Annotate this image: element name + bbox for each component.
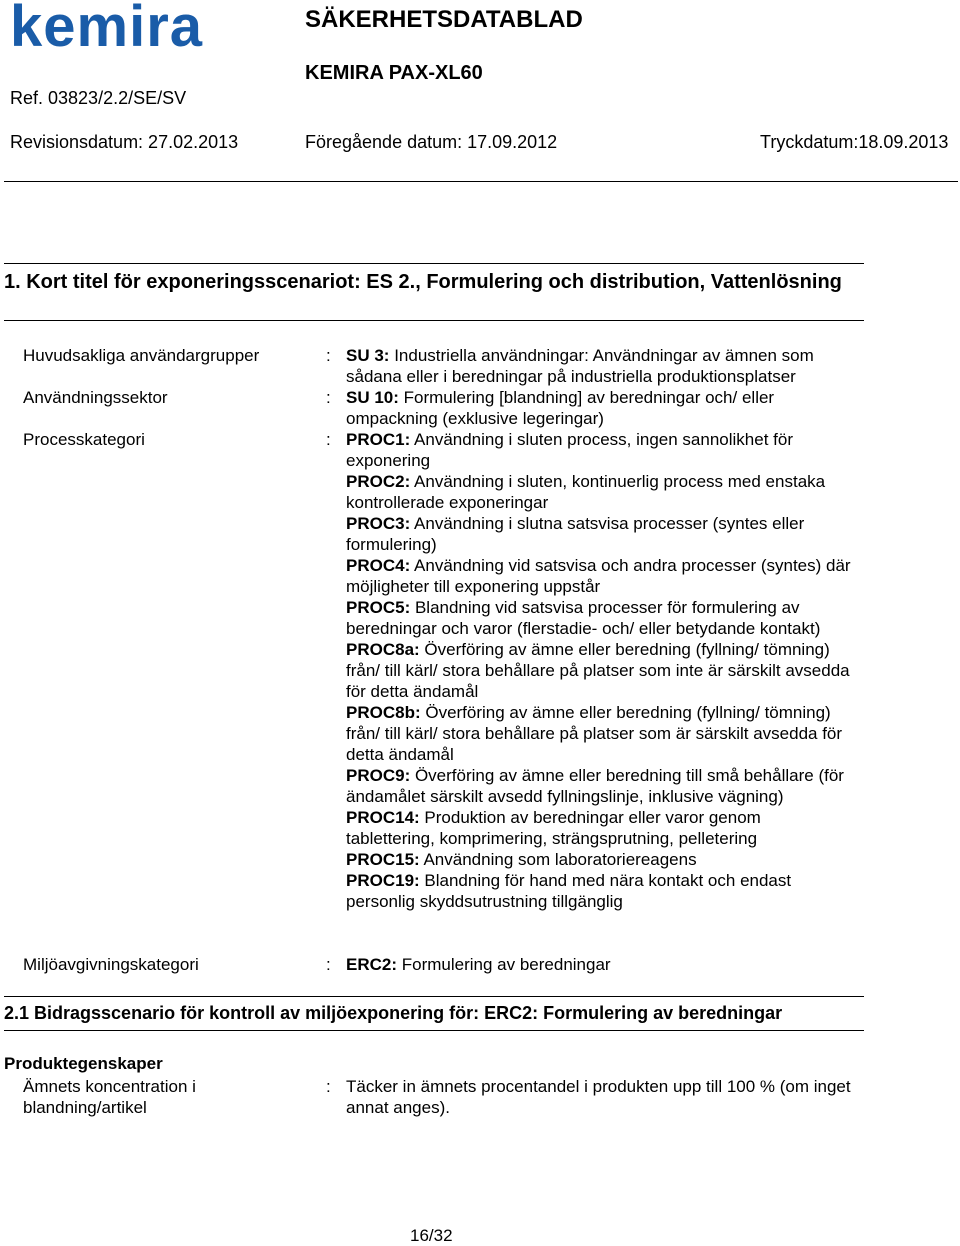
kemira-logo [10,2,246,54]
row-value: ERC2: Formulering av beredningar [346,955,611,974]
row-label: Ämnets koncentration i blandning/artikel [23,1077,196,1117]
row-label: Miljöavgivningskategori [23,955,199,974]
colon: : [326,955,331,974]
svg-text:kemira: kemira [10,2,204,54]
page-number: 16/32 [410,1226,453,1245]
section-divider [4,1030,864,1031]
row-label: Användningssektor [23,388,168,407]
colon: : [326,1077,331,1096]
section-divider [4,996,864,997]
revision-date: Revisionsdatum: 27.02.2013 [10,132,239,152]
section-divider [4,263,864,264]
row-value: SU 10: Formulering [blandning] av beredningar och/ eller ompackning (exklusive legeringar) [346,388,775,428]
row-value: Täcker in ämnets procentandel i produkten upp till 100 % (om inget annat anges). [346,1077,851,1117]
section-title: 1. Kort titel för exponeringsscenariot: ES 2., Formulering och distribution, Vattenlösning [4,271,842,293]
reference-number: Ref. 03823/2.2/SE/SV [10,88,187,108]
list-item: PROC15: Användning som laboratoriereagens [346,850,697,869]
process-list [346,429,854,912]
colon: : [326,388,331,407]
print-date: Tryckdatum:18.09.2013 [760,132,949,152]
subsection-title: 2.1 Bidragsscenario för kontroll av miljöexponering för: ERC2: Formulering av beredningar [4,1003,783,1023]
row-label: Huvudsakliga användargrupper [23,346,260,365]
list-item: PROC14: Produktion av beredningar eller varor genom tablettering, komprimering, strängsprutning, pelletering [346,808,761,848]
list-item: PROC1: Användning i sluten process, ingen sannolikhet för exponering [346,430,793,470]
list-item: PROC9: Överföring av ämne eller beredning till små behållare (för ändamålet särskilt avsedd fyllningslinje, inklusive vägning) [346,766,844,806]
colon: : [326,346,331,365]
list-item: PROC19: Blandning för hand med nära kontakt och endast personlig skyddsutrustning tillgänglig [346,871,792,911]
row-label: Processkategori [23,430,145,449]
row-value: SU 3: Industriella användningar: Användningar av ämnen som sådana eller i beredningar på industriella produktionsplatser [346,346,814,386]
list-item: PROC8b: Överföring av ämne eller beredning (fyllning/ tömning) från/ till kärl/ stora behållare på platser som är särskilt avsedda för detta ändamål [346,703,843,764]
list-item: PROC4: Användning vid satsvisa och andra processer (syntes) där möjligheter till exponering uppstår [346,556,851,596]
product-name: KEMIRA PAX-XL60 [305,62,483,84]
list-item: PROC5: Blandning vid satsvisa processer för formulering av beredningar och varor (flerstadie- och/ eller betydande kontakt) [346,598,821,638]
list-item: PROC8a: Överföring av ämne eller beredning (fyllning/ tömning) från/ till kärl/ stora behållare på platser som inte är särskilt avsedda för detta ändamål [346,640,850,701]
list-item: PROC2: Användning i sluten, kontinuerlig process med enstaka kontrollerade exponeringar [346,472,826,512]
product-properties-heading: Produktegenskaper [4,1054,163,1073]
document-title: SÄKERHETSDATABLAD [305,6,583,33]
colon: : [326,430,331,449]
list-item: PROC3: Användning i slutna satsvisa processer (syntes eller formulering) [346,514,805,554]
header-divider [4,181,958,182]
section-divider [4,320,864,321]
previous-date: Föregående datum: 17.09.2012 [305,132,558,152]
